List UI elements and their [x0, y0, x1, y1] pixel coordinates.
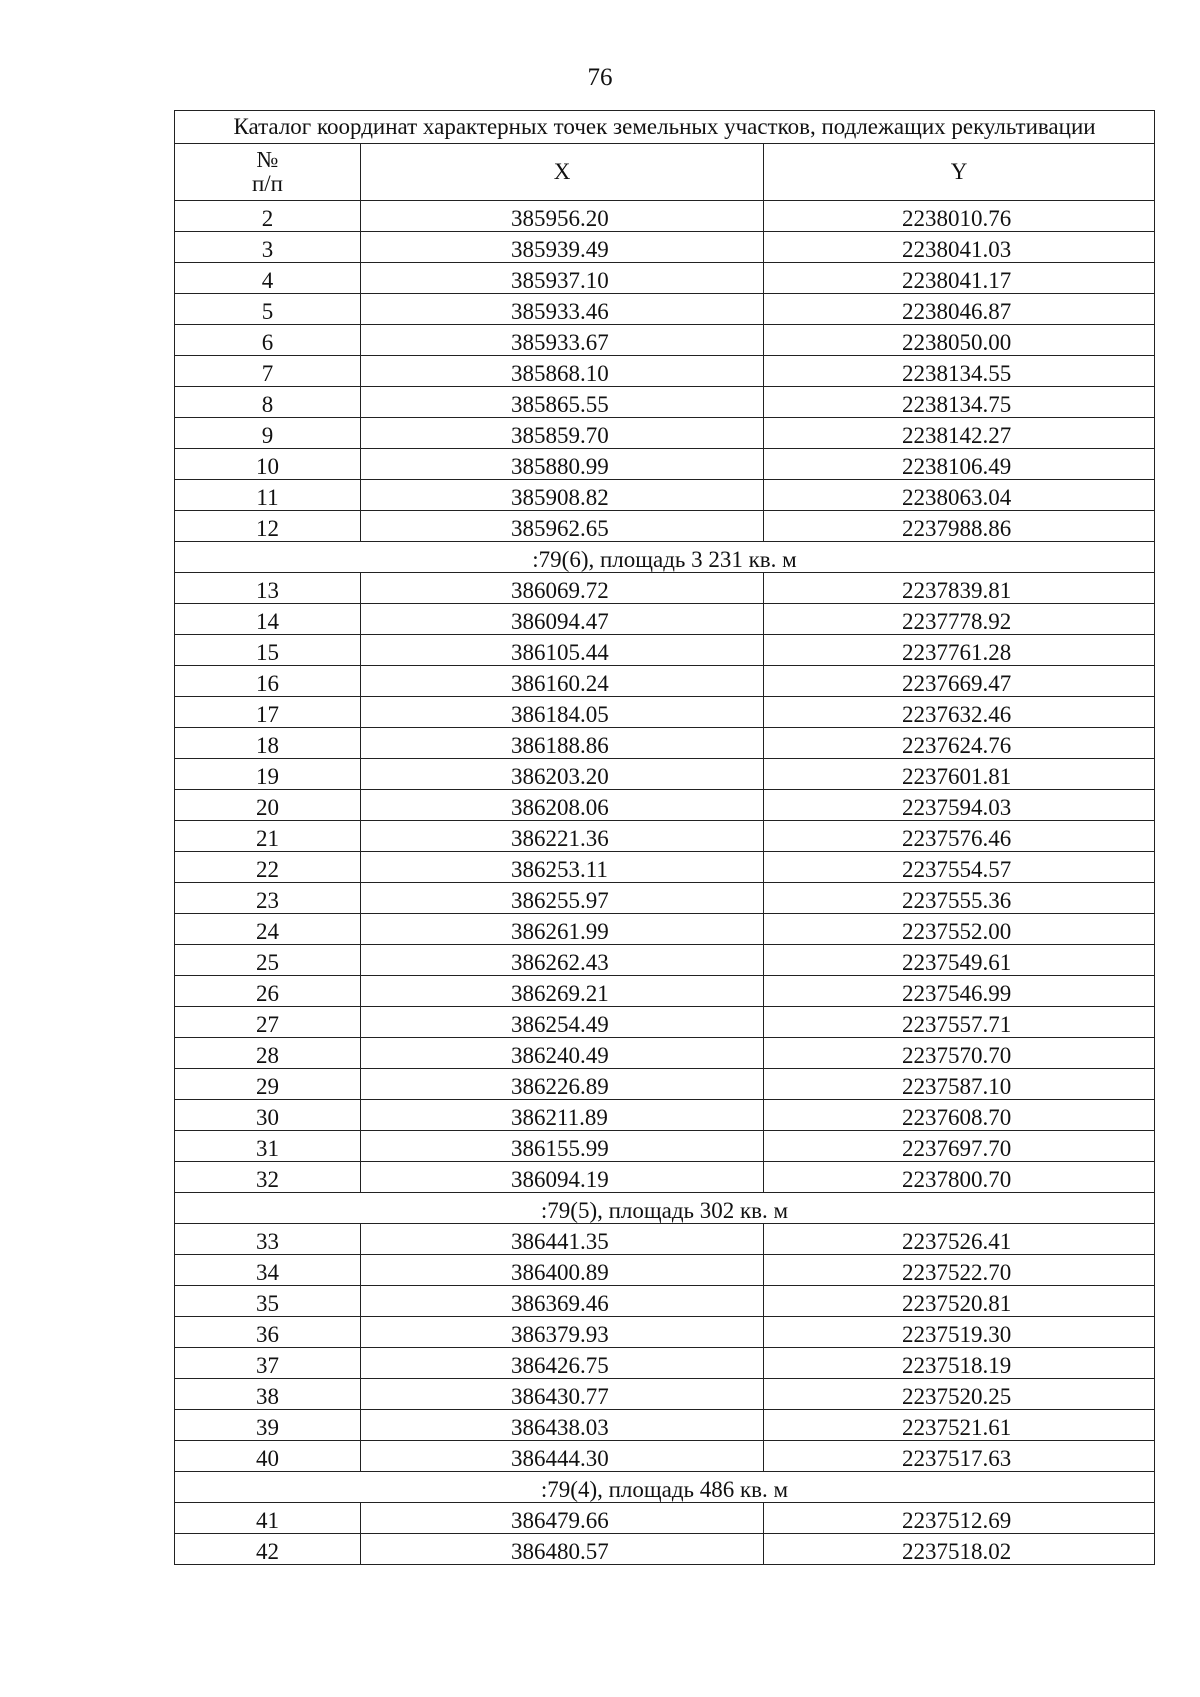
coordinate-catalog	[174, 110, 1154, 1565]
y-coordinate-cell: 2237520.25	[764, 1379, 1155, 1410]
y-coordinate-cell: 2237519.30	[764, 1317, 1155, 1348]
x-coordinate-cell: 385939.49	[361, 232, 764, 263]
section-label: :79(5), площадь 302 кв. м	[175, 1193, 1155, 1224]
y-coordinate-cell: 2237546.99	[764, 976, 1155, 1007]
point-number-cell: 38	[175, 1379, 361, 1410]
x-coordinate-cell: 386261.99	[361, 914, 764, 945]
point-number-cell: 41	[175, 1503, 361, 1534]
x-coordinate-cell: 386203.20	[361, 759, 764, 790]
x-coordinate-cell: 386240.49	[361, 1038, 764, 1069]
y-coordinate-cell: 2237520.81	[764, 1286, 1155, 1317]
y-coordinate-cell: 2237517.63	[764, 1441, 1155, 1472]
x-coordinate-cell: 386254.49	[361, 1007, 764, 1038]
table-row	[175, 418, 1155, 449]
point-number-cell: 24	[175, 914, 361, 945]
point-number-cell: 29	[175, 1069, 361, 1100]
point-number-cell: 39	[175, 1410, 361, 1441]
table-row	[175, 1410, 1155, 1441]
y-coordinate-cell: 2237526.41	[764, 1224, 1155, 1255]
y-coordinate-cell: 2237518.02	[764, 1534, 1155, 1565]
table-row	[175, 976, 1155, 1007]
table-row	[175, 480, 1155, 511]
point-number-cell: 28	[175, 1038, 361, 1069]
point-number-cell: 9	[175, 418, 361, 449]
x-coordinate-cell: 386155.99	[361, 1131, 764, 1162]
x-coordinate-cell: 386262.43	[361, 945, 764, 976]
x-coordinate-cell: 386426.75	[361, 1348, 764, 1379]
x-coordinate-cell: 386105.44	[361, 635, 764, 666]
point-number-cell: 14	[175, 604, 361, 635]
x-coordinate-cell: 385937.10	[361, 263, 764, 294]
table-row	[175, 1100, 1155, 1131]
y-coordinate-cell: 2237601.81	[764, 759, 1155, 790]
section-label: :79(4), площадь 486 кв. м	[175, 1472, 1155, 1503]
table-row	[175, 573, 1155, 604]
y-coordinate-cell: 2237761.28	[764, 635, 1155, 666]
point-number-cell: 36	[175, 1317, 361, 1348]
point-number-cell: 15	[175, 635, 361, 666]
point-number-cell: 23	[175, 883, 361, 914]
table-row	[175, 728, 1155, 759]
table-row	[175, 1255, 1155, 1286]
table-row	[175, 325, 1155, 356]
table-row	[175, 294, 1155, 325]
point-number-cell: 18	[175, 728, 361, 759]
x-coordinate-cell: 386184.05	[361, 697, 764, 728]
x-coordinate-cell: 386444.30	[361, 1441, 764, 1472]
point-number-cell: 19	[175, 759, 361, 790]
y-coordinate-cell: 2238046.87	[764, 294, 1155, 325]
point-number-cell: 21	[175, 821, 361, 852]
y-coordinate-cell: 2237587.10	[764, 1069, 1155, 1100]
table-row	[175, 1162, 1155, 1193]
y-coordinate-cell: 2238041.17	[764, 263, 1155, 294]
table-row	[175, 790, 1155, 821]
table-row	[175, 1534, 1155, 1565]
x-coordinate-cell: 385865.55	[361, 387, 764, 418]
table-row	[175, 1503, 1155, 1534]
y-coordinate-cell: 2237697.70	[764, 1131, 1155, 1162]
column-header-number	[175, 144, 361, 201]
x-coordinate-cell: 386069.72	[361, 573, 764, 604]
x-coordinate-cell: 385868.10	[361, 356, 764, 387]
table-row	[175, 914, 1155, 945]
x-coordinate-cell: 386221.36	[361, 821, 764, 852]
x-coordinate-cell: 385933.46	[361, 294, 764, 325]
table-row	[175, 883, 1155, 914]
table-row	[175, 1224, 1155, 1255]
table-row	[175, 759, 1155, 790]
y-coordinate-cell: 2238050.00	[764, 325, 1155, 356]
y-coordinate-cell: 2237624.76	[764, 728, 1155, 759]
x-coordinate-cell: 385933.67	[361, 325, 764, 356]
y-coordinate-cell: 2238041.03	[764, 232, 1155, 263]
table-body	[175, 201, 1155, 1565]
point-number-cell: 25	[175, 945, 361, 976]
y-coordinate-cell: 2237555.36	[764, 883, 1155, 914]
page-number: 76	[587, 64, 613, 91]
table-title: Каталог координат характерных точек земельных участков, подлежащих рекультивации	[175, 111, 1155, 144]
table-row	[175, 387, 1155, 418]
table-row	[175, 821, 1155, 852]
point-number-cell: 34	[175, 1255, 361, 1286]
point-number-cell: 32	[175, 1162, 361, 1193]
number-abbrev: п/п	[251, 171, 283, 196]
point-number-cell: 10	[175, 449, 361, 480]
x-coordinate-cell: 386226.89	[361, 1069, 764, 1100]
x-coordinate-cell: 386253.11	[361, 852, 764, 883]
point-number-cell: 30	[175, 1100, 361, 1131]
x-coordinate-cell: 386438.03	[361, 1410, 764, 1441]
table-row	[175, 1131, 1155, 1162]
table-row	[175, 1379, 1155, 1410]
y-coordinate-cell: 2238063.04	[764, 480, 1155, 511]
point-number-cell: 22	[175, 852, 361, 883]
table-row	[175, 945, 1155, 976]
table-row	[175, 449, 1155, 480]
point-number-cell: 31	[175, 1131, 361, 1162]
number-sign: №	[256, 147, 279, 172]
table-row	[175, 263, 1155, 294]
point-number-cell: 40	[175, 1441, 361, 1472]
y-coordinate-cell: 2237521.61	[764, 1410, 1155, 1441]
point-number-cell: 6	[175, 325, 361, 356]
column-header-y: Y	[764, 144, 1155, 201]
y-coordinate-cell: 2237800.70	[764, 1162, 1155, 1193]
y-coordinate-cell: 2237988.86	[764, 511, 1155, 542]
table-row	[175, 511, 1155, 542]
table-row	[175, 635, 1155, 666]
y-coordinate-cell: 2237632.46	[764, 697, 1155, 728]
y-coordinate-cell: 2237669.47	[764, 666, 1155, 697]
y-coordinate-cell: 2238106.49	[764, 449, 1155, 480]
table-row	[175, 1348, 1155, 1379]
point-number-cell: 35	[175, 1286, 361, 1317]
point-number-cell: 3	[175, 232, 361, 263]
table-row	[175, 1038, 1155, 1069]
x-coordinate-cell: 386094.47	[361, 604, 764, 635]
y-coordinate-cell: 2237554.57	[764, 852, 1155, 883]
column-header-x: X	[361, 144, 764, 201]
x-coordinate-cell: 386480.57	[361, 1534, 764, 1565]
table-row	[175, 666, 1155, 697]
x-coordinate-cell: 385880.99	[361, 449, 764, 480]
point-number-cell: 37	[175, 1348, 361, 1379]
x-coordinate-cell: 386400.89	[361, 1255, 764, 1286]
x-coordinate-cell: 386211.89	[361, 1100, 764, 1131]
x-coordinate-cell: 386188.86	[361, 728, 764, 759]
y-coordinate-cell: 2237778.92	[764, 604, 1155, 635]
x-coordinate-cell: 386160.24	[361, 666, 764, 697]
x-coordinate-cell: 386379.93	[361, 1317, 764, 1348]
table-row	[175, 1007, 1155, 1038]
x-coordinate-cell: 386430.77	[361, 1379, 764, 1410]
point-number-cell: 33	[175, 1224, 361, 1255]
point-number-cell: 17	[175, 697, 361, 728]
coordinate-table	[174, 110, 1155, 1565]
x-coordinate-cell: 386369.46	[361, 1286, 764, 1317]
point-number-cell: 8	[175, 387, 361, 418]
section-row	[175, 1193, 1155, 1224]
point-number-cell: 11	[175, 480, 361, 511]
table-row	[175, 1286, 1155, 1317]
table-row	[175, 1441, 1155, 1472]
y-coordinate-cell: 2237522.70	[764, 1255, 1155, 1286]
x-coordinate-cell: 386269.21	[361, 976, 764, 1007]
point-number-cell: 26	[175, 976, 361, 1007]
point-number-cell: 42	[175, 1534, 361, 1565]
x-coordinate-cell: 385956.20	[361, 201, 764, 232]
point-number-cell: 16	[175, 666, 361, 697]
table-row	[175, 201, 1155, 232]
section-row	[175, 542, 1155, 573]
y-coordinate-cell: 2238142.27	[764, 418, 1155, 449]
table-row	[175, 604, 1155, 635]
table-row	[175, 697, 1155, 728]
y-coordinate-cell: 2237839.81	[764, 573, 1155, 604]
x-coordinate-cell: 386441.35	[361, 1224, 764, 1255]
table-row	[175, 1317, 1155, 1348]
y-coordinate-cell: 2237608.70	[764, 1100, 1155, 1131]
table-row	[175, 852, 1155, 883]
x-coordinate-cell: 385908.82	[361, 480, 764, 511]
y-coordinate-cell: 2238134.55	[764, 356, 1155, 387]
y-coordinate-cell: 2237552.00	[764, 914, 1155, 945]
section-row	[175, 1472, 1155, 1503]
y-coordinate-cell: 2237512.69	[764, 1503, 1155, 1534]
y-coordinate-cell: 2237576.46	[764, 821, 1155, 852]
table-row	[175, 1069, 1155, 1100]
y-coordinate-cell: 2237594.03	[764, 790, 1155, 821]
point-number-cell: 27	[175, 1007, 361, 1038]
y-coordinate-cell: 2238010.76	[764, 201, 1155, 232]
y-coordinate-cell: 2237518.19	[764, 1348, 1155, 1379]
point-number-cell: 4	[175, 263, 361, 294]
section-label: :79(6), площадь 3 231 кв. м	[175, 542, 1155, 573]
point-number-cell: 12	[175, 511, 361, 542]
y-coordinate-cell: 2238134.75	[764, 387, 1155, 418]
y-coordinate-cell: 2237557.71	[764, 1007, 1155, 1038]
x-coordinate-cell: 385962.65	[361, 511, 764, 542]
point-number-cell: 2	[175, 201, 361, 232]
x-coordinate-cell: 386479.66	[361, 1503, 764, 1534]
point-number-cell: 5	[175, 294, 361, 325]
y-coordinate-cell: 2237549.61	[764, 945, 1155, 976]
point-number-cell: 13	[175, 573, 361, 604]
x-coordinate-cell: 386208.06	[361, 790, 764, 821]
point-number-cell: 20	[175, 790, 361, 821]
x-coordinate-cell: 386255.97	[361, 883, 764, 914]
x-coordinate-cell: 385859.70	[361, 418, 764, 449]
y-coordinate-cell: 2237570.70	[764, 1038, 1155, 1069]
x-coordinate-cell: 386094.19	[361, 1162, 764, 1193]
table-row	[175, 356, 1155, 387]
table-row	[175, 232, 1155, 263]
point-number-cell: 7	[175, 356, 361, 387]
